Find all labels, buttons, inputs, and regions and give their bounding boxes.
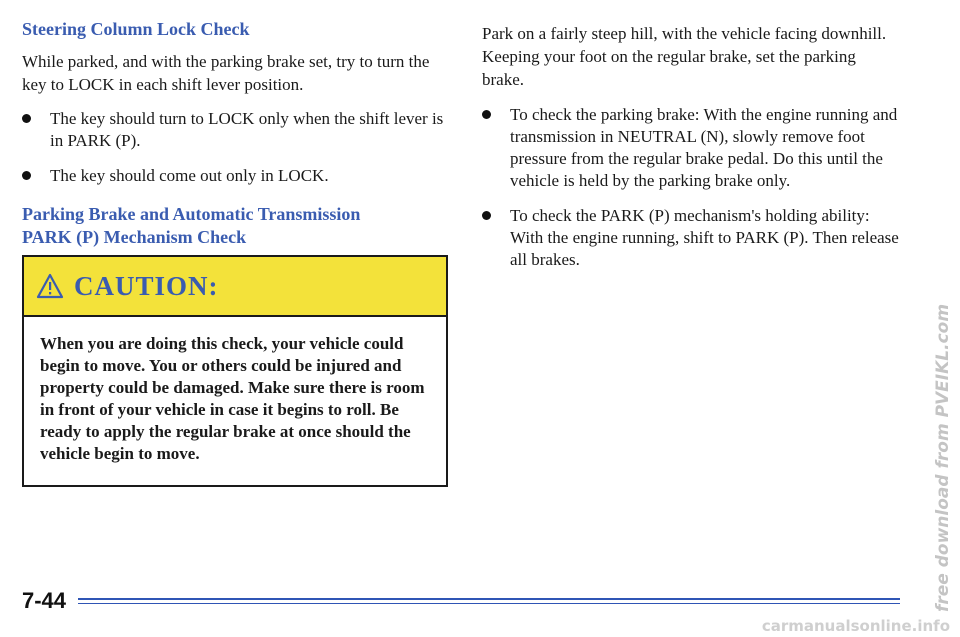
page-footer bbox=[22, 588, 902, 618]
left-column bbox=[22, 18, 450, 463]
caution-text: When you are doing this check, your vehicle could begin to move. You or others could be injured and property could be damaged. Make sure there is room in front of your vehicle in case it begins to roll. Be ready to apply the regular brake at once should the vehicle begin to move. bbox=[40, 334, 425, 463]
right-column bbox=[482, 22, 902, 271]
bullet-icon bbox=[22, 171, 31, 180]
caution-box bbox=[22, 255, 448, 487]
bullet-icon bbox=[22, 114, 31, 123]
watermark-vertical: free download from PVEIKL.com bbox=[933, 303, 953, 612]
footer-rule-top bbox=[78, 598, 900, 600]
watermark-bottom: carmanualsonline.info bbox=[761, 617, 950, 635]
warning-triangle-icon bbox=[36, 273, 64, 299]
bullet-icon bbox=[482, 211, 491, 220]
caution-header bbox=[24, 257, 446, 317]
bullet-list-brake-check bbox=[482, 104, 902, 271]
caution-title: CAUTION: bbox=[74, 270, 219, 301]
list-item: The key should come out only in LOCK. bbox=[22, 165, 450, 187]
paragraph-steering-lock: While parked, and with the parking brake set, try to turn the key to LOCK in each shift lever position. bbox=[22, 52, 430, 94]
bullet-list-steering bbox=[22, 108, 450, 187]
list-item: To check the parking brake: With the engine running and transmission in NEUTRAL (N), slowly remove foot pressure from the regular brake pedal. Do this until the vehicle is held by the parking brake only. bbox=[482, 104, 902, 192]
bullet-icon bbox=[482, 110, 491, 119]
footer-rule-bottom bbox=[78, 603, 900, 604]
page-number: 7-44 bbox=[22, 588, 67, 613]
list-item: The key should turn to LOCK only when the shift lever is in PARK (P). bbox=[22, 108, 450, 152]
list-item: To check the PARK (P) mechanism's holding ability: With the engine running, shift to PARK (P). Then release all brakes. bbox=[482, 205, 902, 271]
paragraph-park-hill: Park on a fairly steep hill, with the vehicle facing downhill. Keeping your foot on the regular brake, set the parking brake. bbox=[482, 24, 887, 89]
section-heading-parking-brake: Parking Brake and Automatic Transmission PARK (P) Mechanism Check bbox=[22, 204, 361, 247]
section-heading-steering-lock: Steering Column Lock Check bbox=[22, 19, 250, 39]
